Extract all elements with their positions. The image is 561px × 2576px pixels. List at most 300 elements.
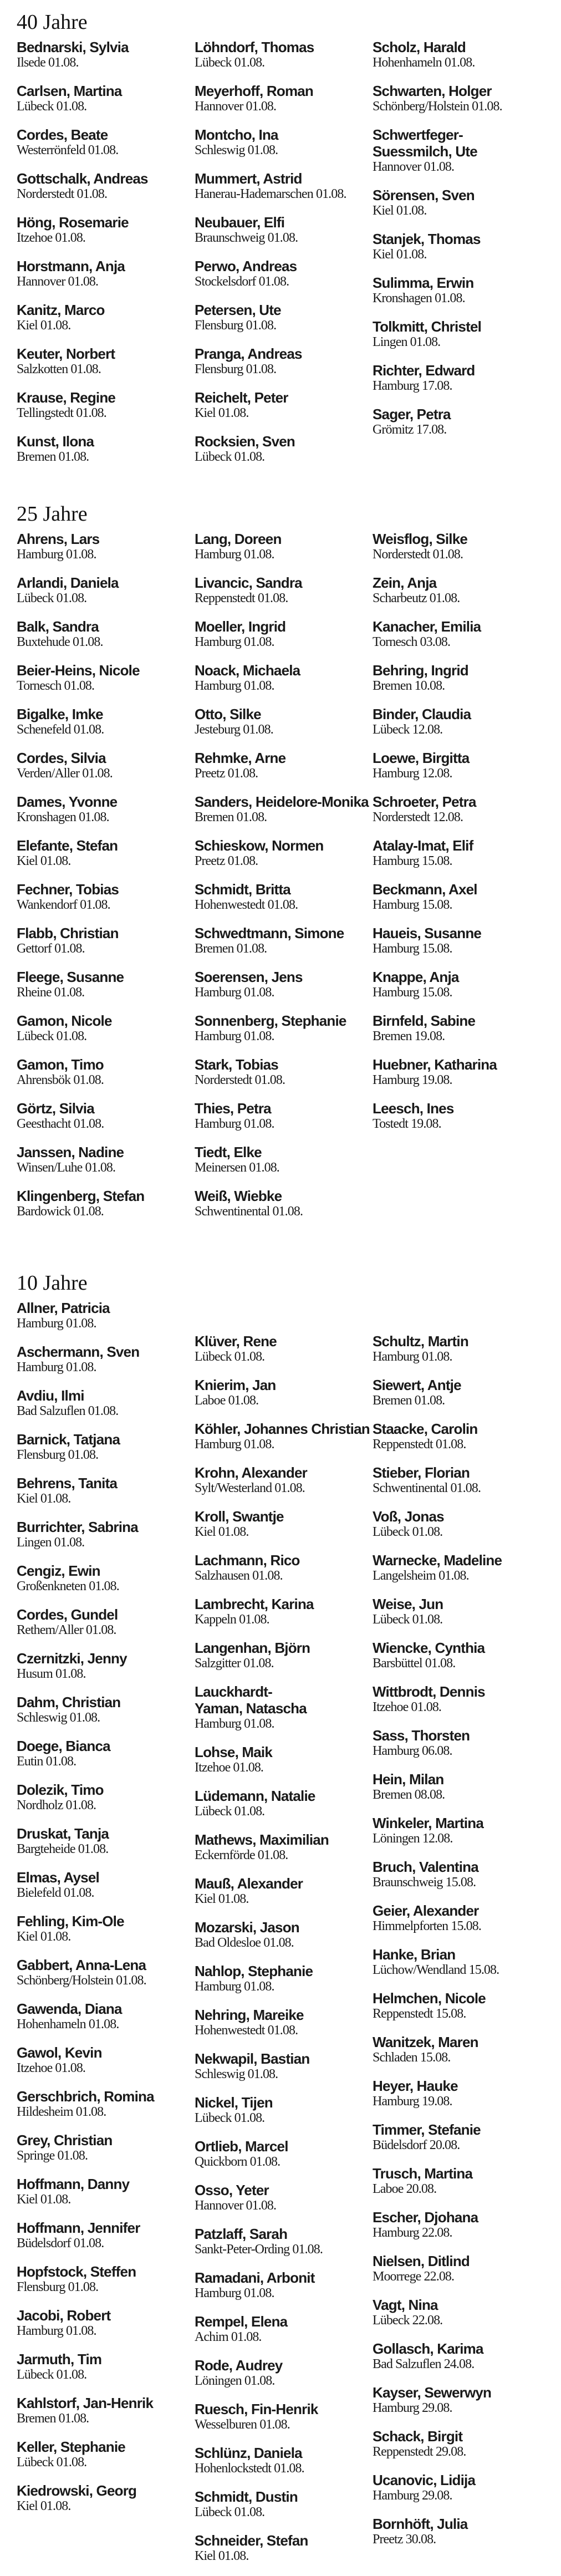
location-date: Preetz 01.08. xyxy=(195,766,258,781)
location-date: Lübeck 01.08. xyxy=(195,55,265,70)
list-item xyxy=(17,2000,195,2032)
location-date: Bad Oldesloe 01.08. xyxy=(195,1936,294,1950)
employee-name: Schwertfeger- Suessmilch, Ute xyxy=(373,126,477,160)
list-item xyxy=(373,2209,550,2241)
list-item xyxy=(17,881,195,913)
location-date: Wankendorf 01.08. xyxy=(17,898,110,912)
list-item xyxy=(373,793,550,825)
list-item xyxy=(17,1012,195,1044)
column-3 xyxy=(373,1300,550,2576)
list-item xyxy=(195,2357,373,2389)
list-item xyxy=(373,1056,550,1088)
list-item xyxy=(195,1377,373,1408)
location-date: Husum 01.08. xyxy=(17,1667,86,1681)
location-date: Lübeck 01.08. xyxy=(195,1804,265,1819)
location-date: Lübeck 12.08. xyxy=(373,722,443,737)
location-date: Bremen 19.08. xyxy=(373,1029,445,1043)
location-date: Hamburg 01.08. xyxy=(17,547,96,562)
location-date: Lüchow/Wendland 15.08. xyxy=(373,1963,499,1977)
location-date: Bad Salzuflen 01.08. xyxy=(17,1404,119,1418)
location-date: Löningen 01.08. xyxy=(195,2374,275,2388)
list-item xyxy=(17,531,195,562)
list-item xyxy=(17,1343,195,1375)
list-item xyxy=(17,1144,195,1175)
employee-name: Elmas, Aysel xyxy=(17,1869,99,1886)
employee-name: Noack, Michaela xyxy=(195,662,300,679)
employee-name: Doege, Bianca xyxy=(17,1738,110,1754)
list-item xyxy=(195,925,373,956)
list-item xyxy=(17,1781,195,1813)
employee-name: Ruesch, Fin-Henrik xyxy=(195,2401,318,2417)
location-date: Bad Salzuflen 24.08. xyxy=(373,2357,475,2371)
list-item xyxy=(373,2340,550,2372)
list-item xyxy=(17,2307,195,2339)
location-date: Hamburg 01.08. xyxy=(195,1117,274,1131)
list-item xyxy=(195,2138,373,2170)
location-date: Springe 01.08. xyxy=(17,2149,88,2163)
employee-name: Schack, Birgit xyxy=(373,2428,463,2445)
list-item xyxy=(17,1957,195,1988)
location-date: Lübeck 01.08. xyxy=(373,1525,443,1539)
location-date: Hannover 01.08. xyxy=(17,274,99,289)
employee-name: Krohn, Alexander xyxy=(195,1464,307,1481)
list-item xyxy=(373,925,550,956)
list-item xyxy=(373,83,550,114)
employee-name: Gollasch, Karima xyxy=(373,2340,483,2357)
location-date: Büdelsdorf 20.08. xyxy=(373,2138,460,2152)
location-date: Kiel 01.08. xyxy=(195,406,249,420)
employee-name: Krause, Regine xyxy=(17,389,116,406)
employee-name: Aschermann, Sven xyxy=(17,1343,140,1360)
employee-name: Schwarten, Holger xyxy=(373,83,492,99)
employee-name: Hanke, Brian xyxy=(373,1946,456,1963)
list-item xyxy=(195,1188,373,1219)
location-date: Quickborn 01.08. xyxy=(195,2155,280,2169)
employee-name: Beckmann, Axel xyxy=(373,881,477,898)
location-date: Achim 01.08. xyxy=(195,2330,262,2344)
column-1 xyxy=(17,531,195,1231)
list-item xyxy=(195,2401,373,2432)
employee-name: Carlsen, Martina xyxy=(17,83,122,99)
employee-name: Soerensen, Jens xyxy=(195,969,303,985)
location-date: Schladen 15.08. xyxy=(373,2050,451,2065)
location-date: Salzkotten 01.08. xyxy=(17,362,101,376)
list-item xyxy=(195,1144,373,1175)
list-item xyxy=(373,2516,550,2547)
location-date: Großenkneten 01.08. xyxy=(17,1579,119,1594)
location-date: Hamburg 01.08. xyxy=(195,1717,274,1731)
employee-name: Schieskow, Normen xyxy=(195,837,324,854)
location-date: Lübeck 01.08. xyxy=(195,450,265,464)
location-date: Laboe 20.08. xyxy=(373,2182,437,2196)
section-25-jahre xyxy=(17,502,550,1231)
employee-name: Kunst, Ilona xyxy=(17,433,94,450)
employee-name: Czernitzki, Jenny xyxy=(17,1650,127,1667)
employee-name: Ucanovic, Lidija xyxy=(373,2472,476,2488)
location-date: Hamburg 15.08. xyxy=(373,854,452,868)
location-date: Kronshagen 01.08. xyxy=(373,291,465,306)
list-item xyxy=(17,2044,195,2076)
list-item xyxy=(373,1859,550,1890)
section-40-jahre xyxy=(17,10,550,477)
location-date: Barsbüttel 01.08. xyxy=(373,1656,456,1671)
location-date: Rheine 01.08. xyxy=(17,985,85,1000)
location-date: Löningen 12.08. xyxy=(373,1831,453,1846)
location-date: Bremen 08.08. xyxy=(373,1788,445,1802)
location-date: Lübeck 01.08. xyxy=(17,2455,87,2470)
employee-name: Voß, Jonas xyxy=(373,1508,444,1525)
location-date: Hildesheim 01.08. xyxy=(17,2105,106,2119)
list-item xyxy=(17,1188,195,1219)
list-item xyxy=(17,793,195,825)
employee-name: Sanders, Heidelore-Monika xyxy=(195,793,369,810)
employee-name: Druskat, Tanja xyxy=(17,1825,109,1842)
employee-name: Schmidt, Britta xyxy=(195,881,290,898)
employee-name: Mauß, Alexander xyxy=(195,1875,303,1892)
employee-name: Scholz, Harald xyxy=(373,39,466,55)
location-date: Schönberg/Holstein 01.08. xyxy=(17,1973,146,1988)
location-date: Hamburg 19.08. xyxy=(373,2094,452,2109)
list-item xyxy=(17,618,195,650)
employee-name: Lachmann, Rico xyxy=(195,1552,300,1569)
location-date: Grömitz 17.08. xyxy=(373,422,447,437)
employee-name: Patzlaff, Sarah xyxy=(195,2226,288,2242)
list-item xyxy=(17,2351,195,2382)
list-item xyxy=(195,2313,373,2345)
employee-name: Sonnenberg, Stephanie xyxy=(195,1012,346,1029)
list-item xyxy=(195,1421,373,1452)
location-date: Lübeck 01.08. xyxy=(195,1350,265,1364)
employee-name: Löhndorf, Thomas xyxy=(195,39,314,55)
employee-name: Schultz, Martin xyxy=(373,1333,468,1350)
location-date: Kronshagen 01.08. xyxy=(17,810,109,824)
employee-name: Ortlieb, Marcel xyxy=(195,2138,288,2155)
location-date: Bremen 01.08. xyxy=(195,941,267,956)
employee-name: Görtz, Silvia xyxy=(17,1100,94,1117)
location-date: Flensburg 01.08. xyxy=(17,2280,99,2294)
employee-name: Cordes, Gundel xyxy=(17,1606,118,1623)
list-item xyxy=(373,531,550,562)
column-3 xyxy=(373,39,550,477)
list-item xyxy=(17,750,195,781)
location-date: Kiel 01.08. xyxy=(373,203,427,218)
employee-name: Gawenda, Diana xyxy=(17,2000,122,2017)
employee-name: Trusch, Martina xyxy=(373,2165,473,2182)
location-date: Bielefeld 01.08. xyxy=(17,1886,94,1900)
location-date: Hohenlockstedt 01.08. xyxy=(195,2461,304,2476)
location-date: Reppenstedt 01.08. xyxy=(373,1437,466,1452)
employee-name: Thies, Petra xyxy=(195,1100,271,1117)
location-date: Hamburg 17.08. xyxy=(373,379,452,393)
location-date: Hamburg 15.08. xyxy=(373,985,452,1000)
employee-name: Gabbert, Anna-Lena xyxy=(17,1957,146,1973)
section-columns xyxy=(17,1300,550,2576)
employee-name: Kanacher, Emilia xyxy=(373,618,481,635)
location-date: Eckernförde 01.08. xyxy=(195,1848,288,1862)
list-item xyxy=(373,362,550,394)
employee-name: Wanitzek, Maren xyxy=(373,2034,478,2050)
employee-name: Behring, Ingrid xyxy=(373,662,468,679)
list-item xyxy=(195,969,373,1000)
list-item xyxy=(17,214,195,246)
location-date: Hanerau-Hademarschen 01.08. xyxy=(195,187,346,201)
employee-name: Dahm, Christian xyxy=(17,1694,121,1710)
location-date: Hamburg 01.08. xyxy=(195,1437,274,1452)
list-item xyxy=(373,1508,550,1540)
location-date: Meinersen 01.08. xyxy=(195,1160,279,1175)
list-item xyxy=(195,1640,373,1671)
location-date: Lübeck 01.08. xyxy=(195,2505,265,2519)
employee-name: Kiedrowski, Georg xyxy=(17,2482,137,2499)
location-date: Hohenwestedt 01.08. xyxy=(195,2023,298,2038)
list-item xyxy=(195,1875,373,1907)
employee-name: Montcho, Ina xyxy=(195,126,278,143)
list-item xyxy=(195,1963,373,1994)
list-item xyxy=(17,1562,195,1594)
employee-name: Sager, Petra xyxy=(373,406,451,422)
employee-name: Rempel, Elena xyxy=(195,2313,288,2330)
location-date: Kiel 01.08. xyxy=(17,2499,71,2513)
employee-name: Nickel, Tijen xyxy=(195,2094,273,2111)
list-item xyxy=(195,2050,373,2082)
employee-name: Balk, Sandra xyxy=(17,618,99,635)
list-item xyxy=(195,302,373,333)
employee-name: Schroeter, Petra xyxy=(373,793,476,810)
employee-name: Lang, Doreen xyxy=(195,531,282,547)
employee-name: Weise, Jun xyxy=(373,1596,443,1612)
employee-name: Gottschalk, Andreas xyxy=(17,170,148,187)
employee-name: Beier-Heins, Nicole xyxy=(17,662,140,679)
location-date: Winsen/Luhe 01.08. xyxy=(17,1160,116,1175)
list-item xyxy=(17,170,195,202)
employee-name: Barnick, Tatjana xyxy=(17,1431,120,1448)
employee-name: Schlünz, Daniela xyxy=(195,2445,302,2461)
list-item xyxy=(195,2269,373,2301)
location-date: Moorrege 22.08. xyxy=(373,2269,455,2284)
list-item xyxy=(195,1012,373,1044)
location-date: Bremen 01.08. xyxy=(17,2411,89,2426)
list-item xyxy=(195,1744,373,1775)
list-item xyxy=(195,1056,373,1088)
list-item xyxy=(373,1815,550,1846)
employee-name: Livancic, Sandra xyxy=(195,574,302,591)
list-item xyxy=(195,1831,373,1863)
location-date: Kiel 01.08. xyxy=(17,1491,71,1506)
list-item xyxy=(17,389,195,421)
location-date: Bremen 01.08. xyxy=(195,810,267,824)
employee-name: Cordes, Beate xyxy=(17,126,108,143)
list-item xyxy=(373,2165,550,2197)
employee-name: Escher, Djohana xyxy=(373,2209,478,2226)
location-date: Reppenstedt 29.08. xyxy=(373,2445,466,2459)
section-columns xyxy=(17,39,550,477)
location-date: Flensburg 01.08. xyxy=(195,362,277,376)
list-item xyxy=(373,1946,550,1978)
list-item xyxy=(195,837,373,869)
employee-name: Meyerhoff, Roman xyxy=(195,83,314,99)
list-item xyxy=(373,1100,550,1132)
location-date: Braunschweig 15.08. xyxy=(373,1875,476,1890)
location-date: Salzgitter 01.08. xyxy=(195,1656,274,1671)
list-item xyxy=(373,1596,550,1627)
employee-name: Keller, Stephanie xyxy=(17,2438,125,2455)
location-date: Verden/Aller 01.08. xyxy=(17,766,113,781)
list-item xyxy=(373,274,550,306)
location-date: Hamburg 01.08. xyxy=(373,1350,452,1364)
employee-name: Zein, Anja xyxy=(373,574,437,591)
employee-name: Elefante, Stefan xyxy=(17,837,118,854)
location-date: Hamburg 01.08. xyxy=(195,1029,274,1043)
employee-name: Nielsen, Ditlind xyxy=(373,2253,470,2269)
location-date: Kiel 01.08. xyxy=(195,1525,249,1539)
location-date: Schenefeld 01.08. xyxy=(17,722,104,737)
location-date: Scharbeutz 01.08. xyxy=(373,591,460,605)
list-item xyxy=(373,2253,550,2284)
list-item xyxy=(17,1519,195,1550)
list-item xyxy=(195,389,373,421)
list-item xyxy=(17,1869,195,1901)
employee-name: Mummert, Astrid xyxy=(195,170,302,187)
employee-name: Allner, Patricia xyxy=(17,1300,110,1316)
location-date: Laboe 01.08. xyxy=(195,1393,259,1408)
location-date: Büdelsdorf 01.08. xyxy=(17,2236,104,2251)
list-item xyxy=(373,2384,550,2416)
employee-name: Nahlop, Stephanie xyxy=(195,1963,313,1979)
location-date: Braunschweig 01.08. xyxy=(195,231,298,245)
location-date: Nordholz 01.08. xyxy=(17,1798,96,1813)
list-item xyxy=(17,2263,195,2295)
list-item xyxy=(17,345,195,377)
location-date: Bardowick 01.08. xyxy=(17,1204,104,1219)
location-date: Schwentinental 01.08. xyxy=(373,1481,481,1495)
location-date: Itzehoe 01.08. xyxy=(195,1760,264,1775)
list-item xyxy=(195,574,373,606)
location-date: Hamburg 01.08. xyxy=(195,635,274,649)
employee-name: Weisflog, Silke xyxy=(373,531,468,547)
location-date: Hohenwestedt 01.08. xyxy=(195,898,298,912)
list-item xyxy=(373,406,550,437)
location-date: Preetz 01.08. xyxy=(195,854,258,868)
employee-name: Sörensen, Sven xyxy=(373,187,475,203)
employee-name: Bruch, Valentina xyxy=(373,1859,478,1875)
list-item xyxy=(195,750,373,781)
location-date: Bargteheide 01.08. xyxy=(17,1842,109,1856)
list-item xyxy=(373,1421,550,1452)
list-item xyxy=(373,618,550,650)
list-item xyxy=(195,1100,373,1132)
list-item xyxy=(195,126,373,158)
employee-name: Weiß, Wiebke xyxy=(195,1188,282,1204)
list-item xyxy=(17,1300,195,1331)
location-date: Reppenstedt 01.08. xyxy=(195,591,288,605)
list-item xyxy=(373,837,550,869)
list-item xyxy=(17,83,195,114)
location-date: Schönberg/Holstein 01.08. xyxy=(373,99,502,114)
location-date: Schleswig 01.08. xyxy=(195,143,278,157)
employee-name: Binder, Claudia xyxy=(373,706,471,722)
location-date: Reppenstedt 15.08. xyxy=(373,2007,466,2021)
location-date: Hohenhameln 01.08. xyxy=(17,2017,119,2032)
employee-name: Höng, Rosemarie xyxy=(17,214,129,231)
list-item xyxy=(17,2219,195,2251)
employee-name: Klingenberg, Stefan xyxy=(17,1188,145,1204)
list-item xyxy=(195,662,373,694)
list-item xyxy=(195,1683,373,1732)
location-date: Stockelsdorf 01.08. xyxy=(195,274,289,289)
location-date: Hamburg 01.08. xyxy=(17,1360,96,1374)
location-date: Hamburg 12.08. xyxy=(373,766,452,781)
list-item xyxy=(195,345,373,377)
employee-name: Gerschbrich, Romina xyxy=(17,2088,154,2105)
list-item xyxy=(373,2472,550,2503)
employee-name: Richter, Edward xyxy=(373,362,475,379)
employee-name: Kanitz, Marco xyxy=(17,302,105,318)
location-date: Hamburg 01.08. xyxy=(195,985,274,1000)
employee-name: Gamon, Timo xyxy=(17,1056,104,1073)
employee-name: Jacobi, Robert xyxy=(17,2307,111,2324)
employee-name: Knappe, Anja xyxy=(373,969,459,985)
employee-name: Keuter, Norbert xyxy=(17,345,115,362)
location-date: Lübeck 01.08. xyxy=(17,1029,87,1043)
section-10-jahre xyxy=(17,1271,550,2576)
employee-name: Bednarski, Sylvia xyxy=(17,39,129,55)
employee-name: Hopfstock, Steffen xyxy=(17,2263,136,2280)
employee-name: Arlandi, Daniela xyxy=(17,574,119,591)
list-item xyxy=(195,258,373,289)
list-item xyxy=(195,1464,373,1496)
list-item xyxy=(195,2226,373,2257)
location-date: Lübeck 01.08. xyxy=(195,2111,265,2125)
list-item xyxy=(373,1377,550,1408)
location-date: Schleswig 01.08. xyxy=(17,1710,100,1725)
employee-name: Heyer, Hauke xyxy=(373,2078,458,2094)
employee-name: Fechner, Tobias xyxy=(17,881,119,898)
section-title: 25 Jahre xyxy=(17,502,88,526)
location-date: Hohenhameln 01.08. xyxy=(373,55,475,70)
employee-name: Stark, Tobias xyxy=(195,1056,278,1073)
location-date: Ahrensbök 01.08. xyxy=(17,1073,104,1087)
list-item xyxy=(373,1012,550,1044)
employee-name: Stieber, Florian xyxy=(373,1464,470,1481)
employee-name: Ahrens, Lars xyxy=(17,531,100,547)
location-date: Lübeck 22.08. xyxy=(373,2313,443,2328)
list-item xyxy=(373,662,550,694)
location-date: Kiel 01.08. xyxy=(195,1892,249,1906)
employee-name: Ramadani, Arbonit xyxy=(195,2269,315,2286)
list-item xyxy=(373,2078,550,2109)
employee-name: Staacke, Carolin xyxy=(373,1421,478,1437)
list-item xyxy=(195,170,373,202)
list-item xyxy=(17,2132,195,2163)
location-date: Ilsede 01.08. xyxy=(17,55,79,70)
employee-name: Schwedtmann, Simone xyxy=(195,925,344,941)
list-item xyxy=(17,1913,195,1944)
location-date: Norderstedt 01.08. xyxy=(195,1073,285,1087)
location-date: Sankt-Peter-Ording 01.08. xyxy=(195,2242,323,2257)
employee-name: Cengiz, Ewin xyxy=(17,1562,100,1579)
location-date: Lübeck 01.08. xyxy=(17,99,87,114)
employee-name: Siewert, Antje xyxy=(373,1377,461,1393)
employee-name: Avdiu, Ilmi xyxy=(17,1387,84,1404)
location-date: Norderstedt 12.08. xyxy=(373,810,463,824)
list-item xyxy=(373,1683,550,1715)
location-date: Hannover 01.08. xyxy=(195,99,277,114)
location-date: Bremen 10.08. xyxy=(373,679,445,693)
location-date: Flensburg 01.08. xyxy=(17,1448,99,1462)
employee-name: Otto, Silke xyxy=(195,706,261,722)
list-item xyxy=(373,969,550,1000)
location-date: Itzehoe 01.08. xyxy=(17,231,86,245)
